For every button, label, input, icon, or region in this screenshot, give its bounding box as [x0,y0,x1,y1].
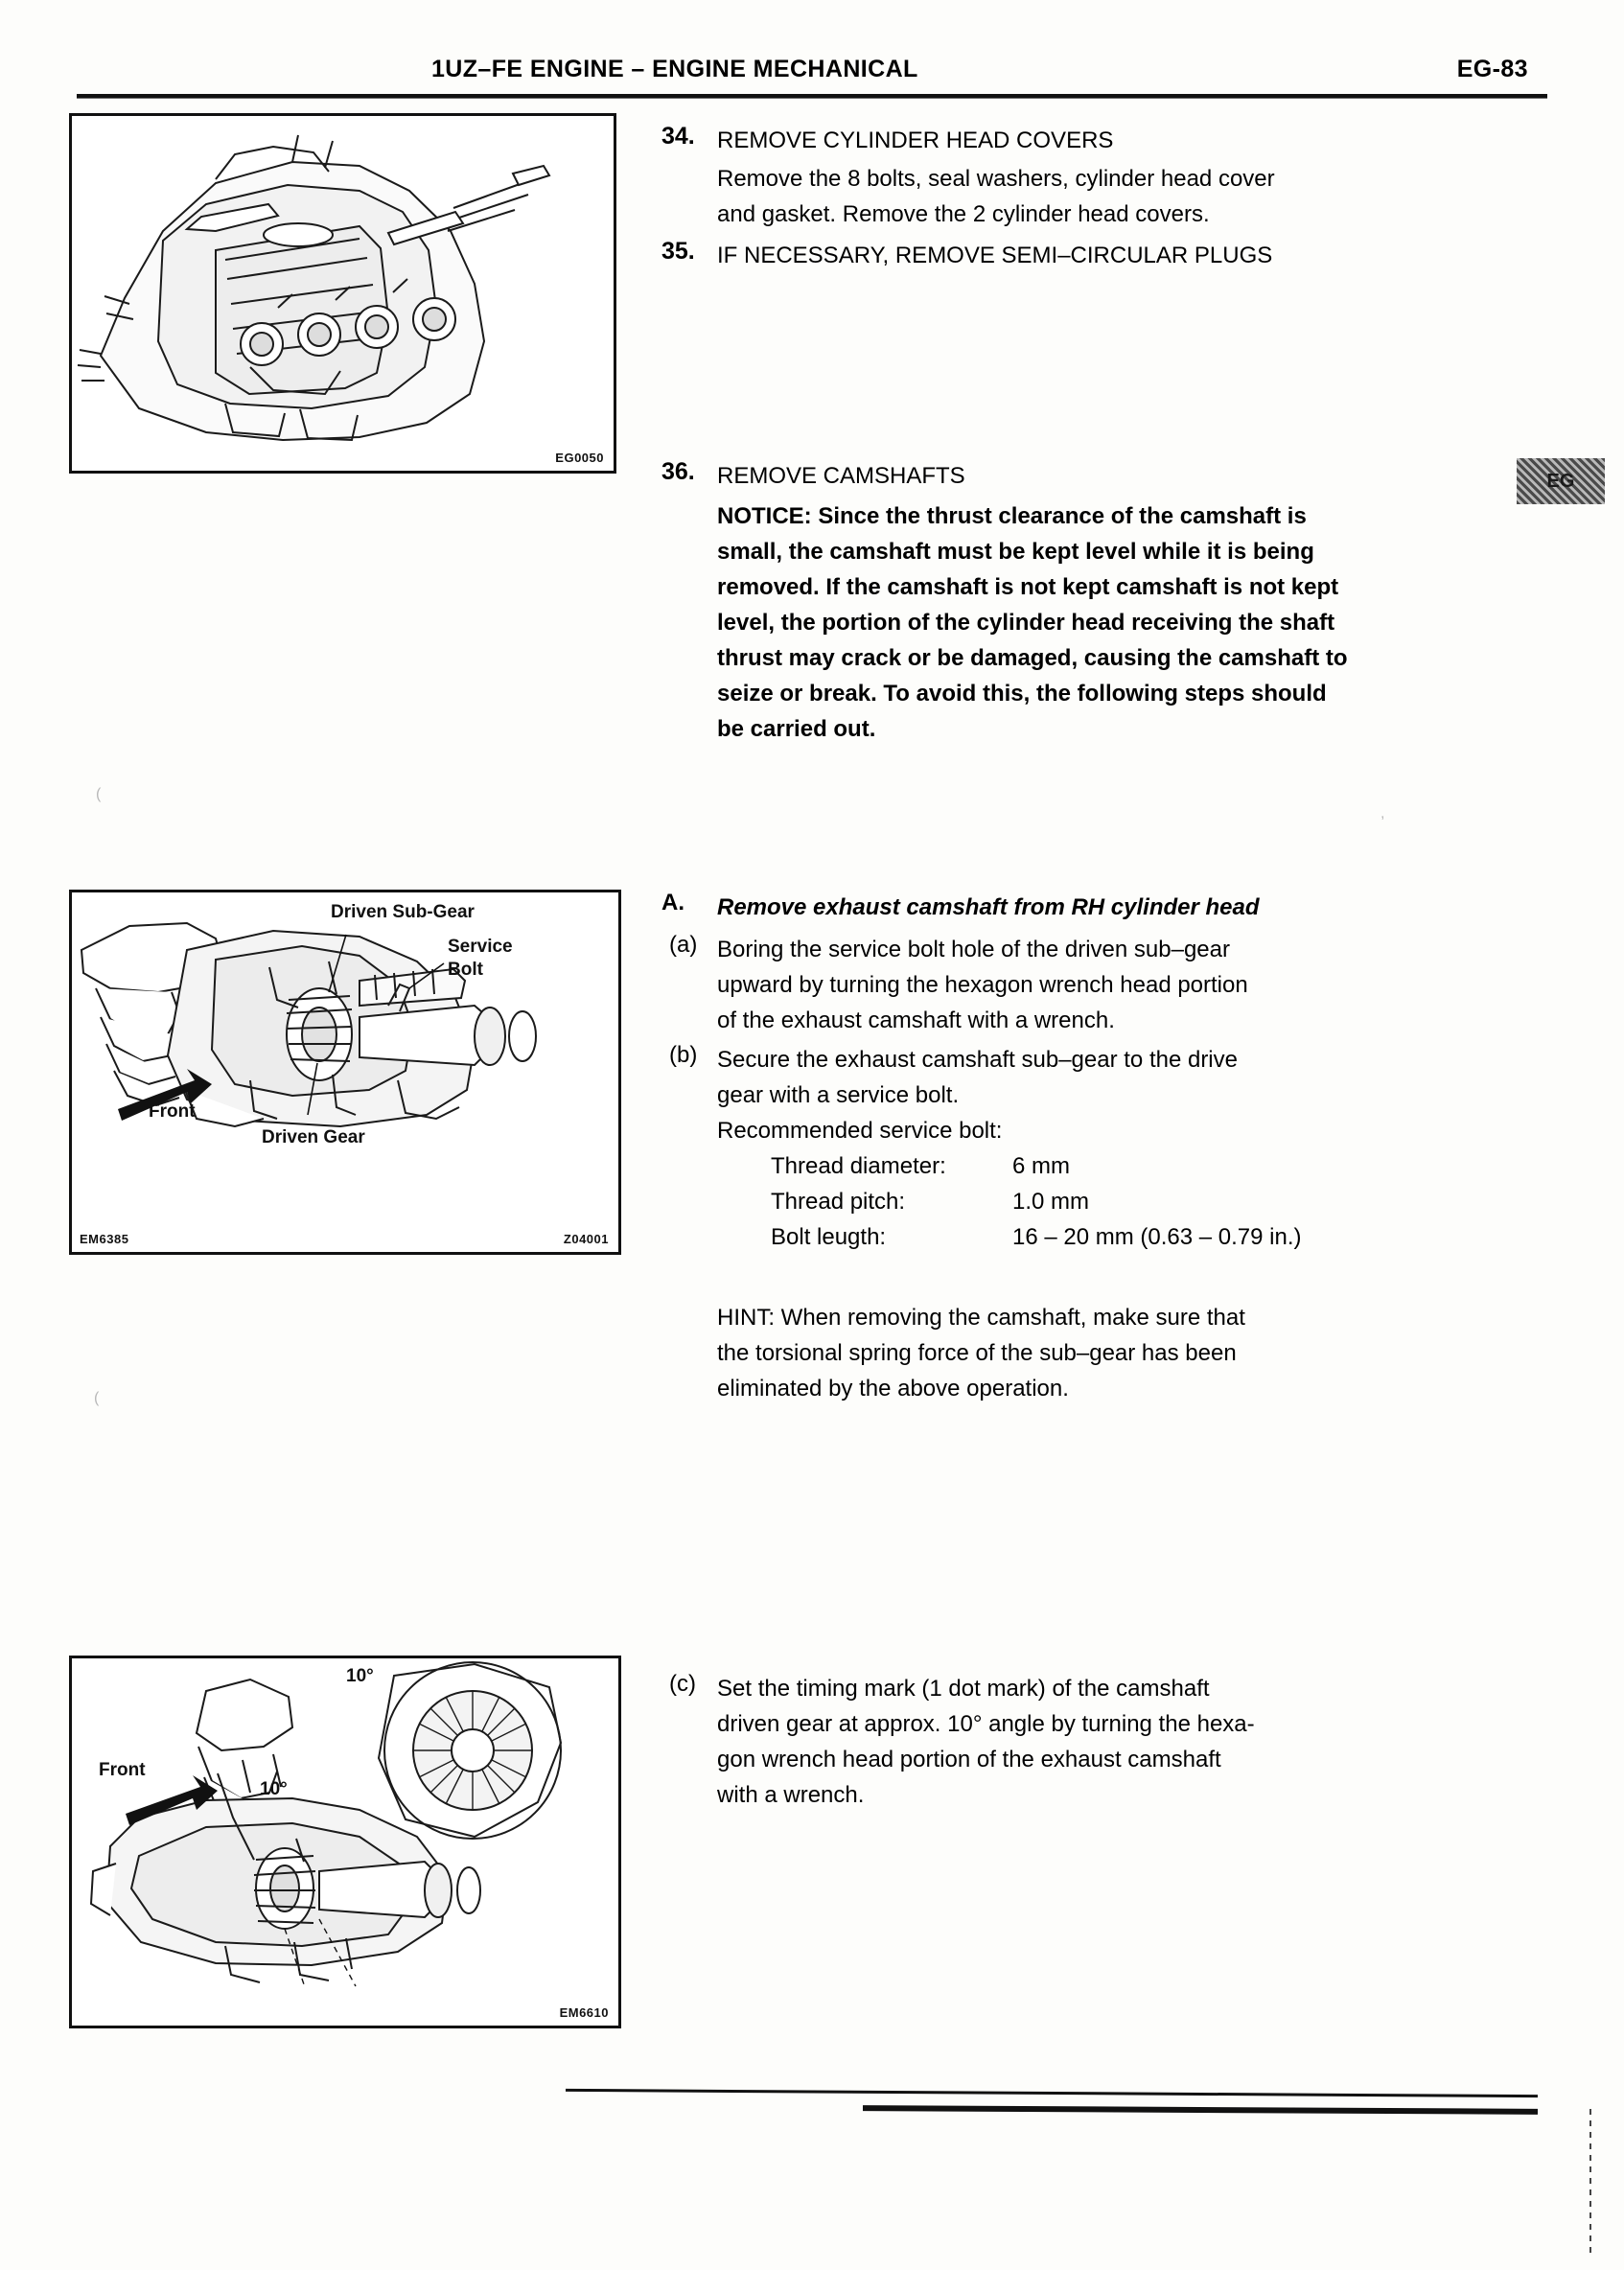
item-a-line-1: Boring the service bolt hole of the driven sub–gear [717,937,1230,962]
item-b-line-1: Secure the exhaust camshaft sub–gear to the drive [717,1047,1238,1073]
item-a-line-2: upward by turning the hexagon wrench head portion [717,972,1248,998]
figure-label-front: Front [149,1101,196,1122]
hint-line-3: eliminated by the above operation. [717,1376,1069,1401]
spec-bolt-length-name: Bolt leugth: [771,1224,887,1250]
spec-thread-diameter-value: 6 mm [1012,1153,1070,1179]
step-36-number: 36. [661,458,695,485]
figure-label-driven-sub-gear: Driven Sub-Gear [331,902,475,922]
notice-line-5: thrust may crack or be damaged, causing the camshaft to [717,645,1348,671]
spec-thread-pitch [717,1184,1446,1219]
footer-rule [566,2089,1538,2097]
figure-code: EG0050 [555,451,604,465]
section-side-tab: EG [1517,458,1605,504]
figure-cylinder-head-covers [69,113,616,474]
notice-line-2: small, the camshaft must be kept level while it is being [717,539,1314,565]
spec-thread-pitch-name: Thread pitch: [771,1189,906,1215]
spec-thread-diameter-name: Thread diameter: [771,1153,946,1179]
item-b-line-3: Recommended service bolt: [717,1118,1003,1144]
scan-artifact: , [1380,805,1385,822]
step-35-number: 35. [661,238,695,265]
notice-line-3: removed. If the camshaft is not kept camshaft is not kept [717,574,1339,600]
page-header [77,56,1547,105]
step-36-heading: REMOVE CAMSHAFTS [717,463,965,489]
scan-artifact: ( [96,786,102,802]
hint-line-1: HINT: When removing the camshaft, make sure that [717,1305,1245,1331]
spec-thread-pitch-value: 1.0 mm [1012,1189,1090,1215]
figure-label-service: Service [448,937,513,957]
camshaft-illustration [72,892,613,1246]
section-a-letter: A. [661,890,684,915]
figure-label-front: Front [99,1760,146,1780]
notice-line-7: be carried out. [717,716,876,742]
figure-label-angle-inner: 10° [260,1779,288,1799]
page-number: EG-83 [1456,56,1528,82]
item-b-line-2: gear with a service bolt. [717,1082,960,1108]
item-b-label: (b) [669,1042,698,1068]
notice-line-4: level, the portion of the cylinder head receiving the shaft [717,610,1335,636]
step-34-heading: REMOVE CYLINDER HEAD COVERS [717,127,1114,153]
figure-timing-mark [69,1656,621,2028]
scan-artifact: ( [94,1390,100,1406]
page-edge-marks [1589,2109,1591,2253]
item-a-line-3: of the exhaust camshaft with a wrench. [717,1008,1115,1033]
item-c-label: (c) [669,1671,696,1697]
figure-camshaft-service-bolt [69,890,621,1255]
header-title: 1UZ–FE ENGINE – ENGINE MECHANICAL [431,56,918,82]
spec-thread-diameter [717,1148,1446,1184]
item-c-line-4: with a wrench. [717,1782,865,1808]
step-34-number: 34. [661,123,695,150]
step-34-line-2: and gasket. Remove the 2 cylinder head covers. [717,201,1210,227]
figure-code-right: Z04001 [563,1232,609,1246]
timing-mark-illustration [72,1658,613,2020]
notice-line-6: seize or break. To avoid this, the following steps should [717,681,1327,706]
engine-illustration-1 [72,116,608,465]
spec-bolt-length-value: 16 – 20 mm (0.63 – 0.79 in.) [1012,1224,1302,1250]
hint-line-2: the torsional spring force of the sub–gear has been [717,1340,1237,1366]
item-a-label: (a) [669,932,698,958]
figure-code-left: EM6385 [80,1232,129,1246]
section-a-title: Remove exhaust camshaft from RH cylinder head [717,894,1260,920]
item-c-line-2: driven gear at approx. 10° angle by turning the hexa- [717,1711,1255,1737]
item-c-line-3: gon wrench head portion of the exhaust camshaft [717,1747,1221,1772]
notice-line-1: NOTICE: Since the thrust clearance of the camshaft is [717,503,1307,529]
spec-bolt-length [717,1219,1446,1255]
step-35-heading: IF NECESSARY, REMOVE SEMI–CIRCULAR PLUGS [717,243,1273,268]
footer-rule-thick [863,2105,1538,2115]
header-divider [77,94,1547,98]
figure-label-angle-top: 10° [346,1666,374,1686]
figure-label-driven-gear: Driven Gear [262,1127,365,1147]
item-c-line-1: Set the timing mark (1 dot mark) of the camshaft [717,1676,1210,1702]
figure-label-bolt: Bolt [448,960,483,980]
figure-code: EM6610 [559,2005,609,2020]
step-34-line-1: Remove the 8 bolts, seal washers, cylinder head cover [717,166,1275,192]
